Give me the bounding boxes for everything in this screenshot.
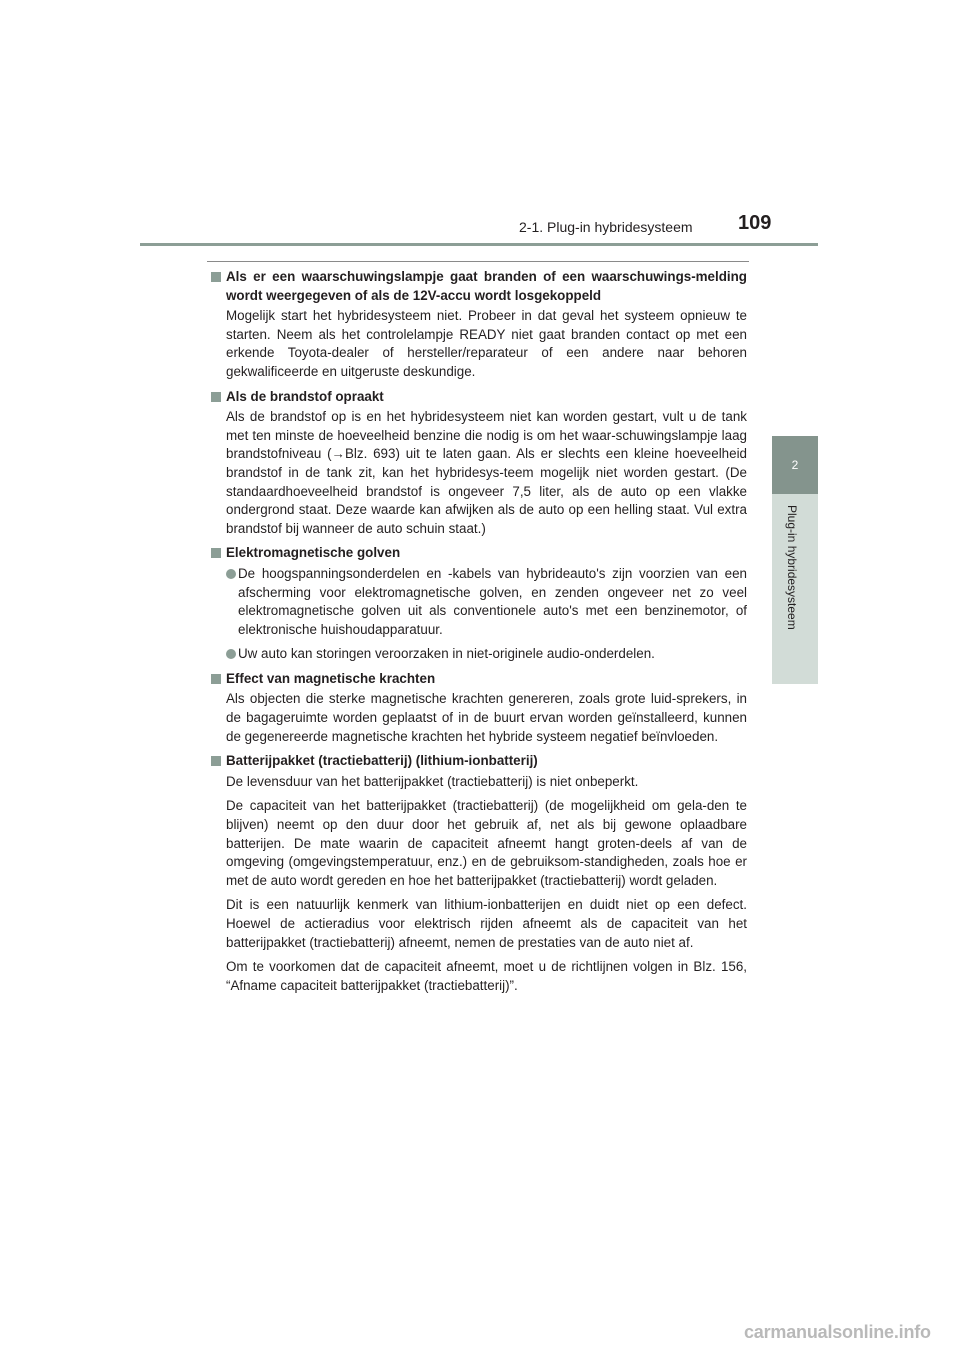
- paragraph: Dit is een natuurlijk kenmerk van lithium-ionbatterijen en duidt niet op een defect. Hoewel de actieradius voor elektrisch rijden afneemt als de capaciteit van het batterijpakket (tractiebatterij) afneemt, nemen de prestaties van de auto niet af.: [226, 897, 747, 950]
- bullet-text: De hoogspanningsonderdelen en -kabels van hybrideauto's zijn voorzien van een afscherming voor elektromagnetische golven, en zenden ongeveer net zo veel elektromagnetische golven uit als conventionele auto's met een benzinemotor, of elektronische huishoudapparatuur.: [238, 565, 747, 637]
- section-title-text: Batterijpakket (tractiebatterij) (lithium-ionbatterij): [226, 753, 538, 769]
- section-title-text: Elektromagnetische golven: [226, 545, 401, 561]
- section-header: 2-1. Plug-in hybridesysteem: [519, 219, 693, 235]
- bullet-text: Uw auto kan storingen veroorzaken in niet-originele audio-onderdelen.: [238, 646, 655, 662]
- round-bullet-icon: [226, 569, 236, 579]
- square-bullet-icon: [211, 674, 221, 684]
- section: [211, 268, 747, 382]
- bullet-item: [211, 565, 747, 639]
- section: [211, 388, 747, 539]
- chapter-tab: [772, 436, 818, 494]
- section-title: [211, 752, 747, 771]
- square-bullet-icon: [211, 272, 221, 282]
- square-bullet-icon: [211, 392, 221, 402]
- section-title: [211, 268, 747, 305]
- square-bullet-icon: [211, 756, 221, 766]
- section-title: [211, 670, 747, 689]
- page-number: 109: [738, 212, 772, 234]
- section: [211, 752, 747, 995]
- header-rule: [140, 243, 818, 246]
- chapter-label: Plug-in hybridesysteem: [785, 505, 799, 630]
- paragraph: De levensduur van het batterijpakket (tractiebatterij) is niet onbeperkt.: [226, 773, 639, 789]
- chapter-number: 2: [791, 458, 799, 472]
- paragraph: De capaciteit van het batterijpakket (tractiebatterij) (de mogelijkheid om gela-den te blijven) neemt op den duur door het gebruik af, net als bij gewone oplaadbare batterijen. De mate waarin de capaciteit afneemt hangt groten-deels af van de omgeving (omgevingstemperatuur, enz.) en de gebruiksom-standigheden, zoals hoe er met de auto wordt gereden en hoe het batterijpakket (tractiebatterij) wordt geladen.: [226, 798, 747, 888]
- section-title-text: Als de brandstof opraakt: [226, 388, 384, 404]
- section: [211, 670, 747, 746]
- section-title-text: Als er een waarschuwingslampje gaat branden of een waarschuwings-melding wordt weergegeven of als de 12V-accu wordt losgekoppeld: [226, 269, 747, 303]
- paragraph: Als de brandstof op is en het hybridesysteem niet kan worden gestart, vult u de tank met ten minste de hoeveelheid benzine die nodig is om het waar-schuwingslampje laag brandstofniveau (→Blz. 693) uit te laten gaan. Als er slechts een kleine hoeveelheid brandstof in de tank zit, kan het hybridesys-teem mogelijk niet worden gestart. (De standaardhoeveelheid brandstof is ongeveer 7,5 liter, als de auto op een vlakke ondergrond staat. Deze waarde kan afwijken als de auto op een helling staat. Vul extra brandstof bij wanneer de auto schuin staat.): [226, 409, 747, 536]
- section-title: [211, 544, 747, 563]
- round-bullet-icon: [226, 649, 236, 659]
- section-title: [211, 388, 747, 407]
- watermark: carmanualsonline.info: [744, 1322, 931, 1342]
- square-bullet-icon: [211, 548, 221, 558]
- bullet-item: [211, 645, 747, 664]
- paragraph: Mogelijk start het hybridesysteem niet. Probeer in dat geval het systeem opnieuw te starten. Neem als het controlelampje READY niet gaat branden contact op met een erkende Toyota-dealer of hersteller/reparateur of een andere naar behoren gekwalificeerde en uitgeruste deskundige.: [226, 308, 747, 379]
- page-content: [211, 268, 747, 1001]
- section-title-text: Effect van magnetische krachten: [226, 670, 436, 686]
- paragraph: Als objecten die sterke magnetische krachten genereren, zoals grote luid-sprekers, in de bagageruimte worden geplaatst of in de buurt ervan worden geïnstalleerd, kunnen de gegenereerde magnetische krachten het hybride systeem negatief beïnvloeden.: [226, 691, 747, 744]
- paragraph: Om te voorkomen dat de capaciteit afneemt, moet u de richtlijnen volgen in Blz. 156, “Afname capaciteit batterijpakket (tractiebatterij)”.: [226, 959, 747, 993]
- divider: [207, 261, 749, 262]
- section: [211, 544, 747, 664]
